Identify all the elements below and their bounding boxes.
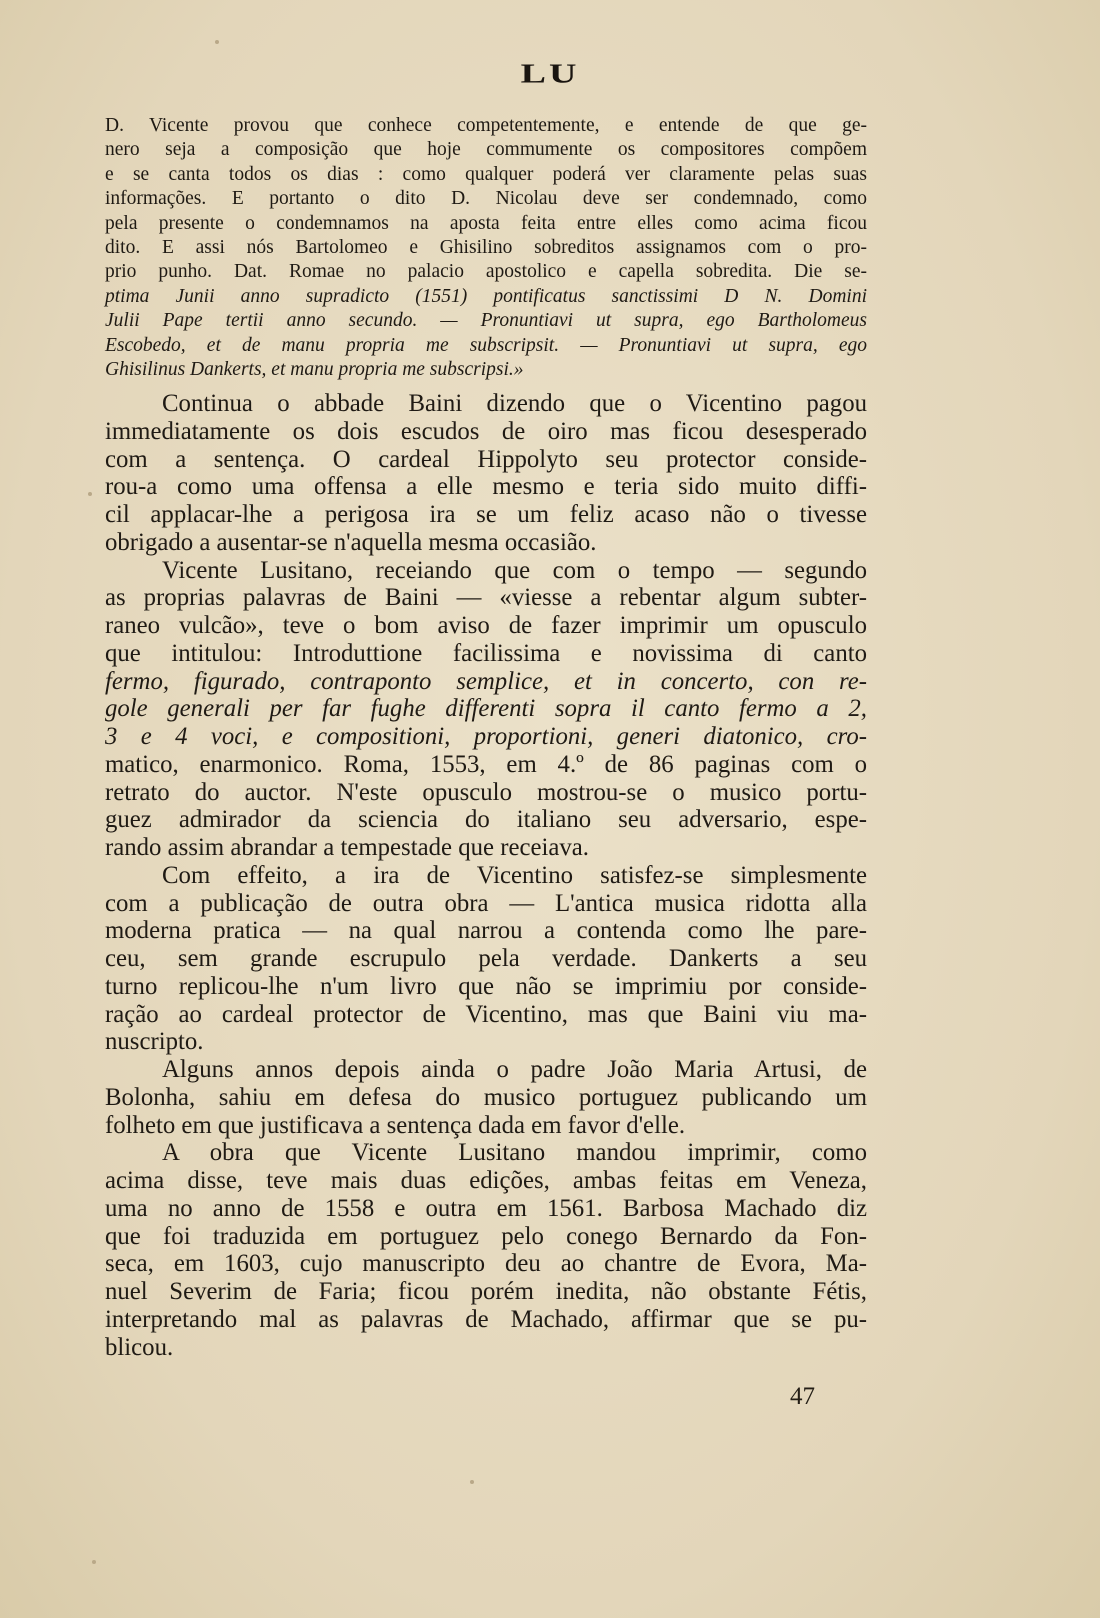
body-line: com a publicação de outra obra — L'antica musica ridotta alla bbox=[105, 889, 867, 917]
body-line: 3 e 4 voci, e compositioni, proportioni, generi diatonico, cro- bbox=[105, 723, 867, 750]
body-line: matico, enarmonico. Roma, 1553, em 4.º de 86 paginas com o bbox=[105, 750, 867, 778]
quote-line: dito. E assi nós Bartolomeo e Ghisilino sobreditos assignamos com o pro- bbox=[105, 237, 867, 259]
body-line: as proprias palavras de Baini — «viesse a rebentar algum subter- bbox=[105, 584, 867, 612]
body-line: ração ao cardeal protector de Vicentino, mas que Baini viu ma- bbox=[105, 1000, 867, 1028]
quote-line: e se canta todos os dias : como qualquer poderá ver claramente pelas suas bbox=[105, 163, 867, 185]
body-line: immediatamente os dois escudos de oiro mas ficou desesperado bbox=[105, 417, 867, 445]
paper-speck bbox=[92, 1560, 96, 1564]
page-number: 47 bbox=[790, 1383, 815, 1410]
body-line: blicou. bbox=[105, 1333, 174, 1361]
body-line: retrato do auctor. N'este opusculo mostrou-se o musico portu- bbox=[105, 778, 867, 806]
body-line: fermo, figurado, contraponto semplice, et in concerto, con re- bbox=[105, 667, 867, 695]
quote-line: Ghisilinus Dankerts, et manu propria me subscripsi.» bbox=[105, 359, 524, 381]
paper-speck bbox=[215, 40, 219, 44]
paper-speck bbox=[88, 492, 92, 496]
body-line: interpretando mal as palavras de Machado, affirmar que se pu- bbox=[105, 1305, 867, 1333]
quote-line: ptima Junii anno supradicto (1551) pontificatus sanctissimi D N. Domini bbox=[105, 285, 867, 307]
body-line: obrigado a ausentar-se n'aquella mesma occasião. bbox=[105, 528, 597, 556]
quote-line: D. Vicente provou que conhece competentemente, e entende de que ge- bbox=[105, 115, 867, 136]
body-line: raneo vulcão», teve o bom aviso de fazer imprimir um opusculo bbox=[105, 612, 867, 639]
body-line: uma no anno de 1558 e outra em 1561. Barbosa Machado diz bbox=[105, 1194, 867, 1222]
body-line: que intitulou: Introduttione facilissima e novissima di canto bbox=[105, 639, 867, 667]
body-line: guez admirador da sciencia do italiano seu adversario, espe- bbox=[105, 806, 867, 834]
quote-line: nero seja a composição que hoje commumente os compositores compõem bbox=[105, 139, 867, 161]
body-line: com a sentença. O cardeal Hippolyto seu protector conside- bbox=[105, 445, 867, 473]
body-line: turno replicou-lhe n'um livro que não se imprimiu por conside- bbox=[105, 972, 867, 1000]
body-line: cil applacar-lhe a perigosa ira se um feliz acaso não o tivesse bbox=[105, 501, 867, 528]
body-line: ceu, sem grande escrupulo pela verdade. Dankerts a seu bbox=[105, 945, 867, 972]
body-line: acima disse, teve mais duas edições, ambas feitas em Veneza, bbox=[105, 1167, 867, 1194]
quote-line: pela presente o condemnamos na aposta feita entre elles como acima ficou bbox=[105, 212, 867, 234]
body-line: Alguns annos depois ainda o padre João Maria Artusi, de bbox=[162, 1056, 867, 1083]
body-line: rando assim abrandar a tempestade que receiava. bbox=[105, 834, 589, 861]
running-head: LU bbox=[520, 58, 580, 90]
body-line: Continua o abbade Baini dizendo que o Vicentino pagou bbox=[162, 390, 867, 417]
body-line: nuscripto. bbox=[105, 1028, 204, 1056]
sentence-quotation-block bbox=[105, 114, 867, 382]
quote-line: informações. E portanto o dito D. Nicolau deve ser condemnado, como bbox=[105, 188, 867, 210]
body-text bbox=[105, 390, 867, 1361]
body-line: que foi traduzida em portuguez pelo conego Bernardo da Fon- bbox=[105, 1222, 867, 1250]
body-line: Vicente Lusitano, receiando que com o tempo — segundo bbox=[162, 556, 867, 584]
paper-speck bbox=[470, 1480, 474, 1484]
body-line: A obra que Vicente Lusitano mandou imprimir, como bbox=[162, 1139, 867, 1167]
quote-line: prio punho. Dat. Romae no palacio apostolico e capella sobredita. Die se- bbox=[105, 261, 867, 283]
quote-line: Julii Pape tertii anno secundo. — Pronuntiavi ut supra, ego Bartholomeus bbox=[105, 310, 867, 332]
body-line: rou-a como uma offensa a elle mesmo e teria sido muito diffi- bbox=[105, 473, 867, 501]
quote-line: Escobedo, et de manu propria me subscripsit. — Pronuntiavi ut supra, ego bbox=[105, 334, 867, 356]
body-line: Bolonha, sahiu em defesa do musico portuguez publicando um bbox=[105, 1083, 867, 1111]
body-line: Com effeito, a ira de Vicentino satisfez-se simplesmente bbox=[162, 861, 867, 889]
body-line: gole generali per far fughe differenti sopra il canto fermo a 2, bbox=[105, 695, 867, 723]
body-line: seca, em 1603, cujo manuscripto deu ao chantre de Evora, Ma- bbox=[105, 1250, 867, 1278]
body-line: moderna pratica — na qual narrou a contenda como lhe pare- bbox=[105, 917, 867, 945]
body-line: folheto em que justificava a sentença dada em favor d'elle. bbox=[105, 1111, 686, 1139]
body-line: nuel Severim de Faria; ficou porém inedita, não obstante Fétis, bbox=[105, 1278, 867, 1305]
